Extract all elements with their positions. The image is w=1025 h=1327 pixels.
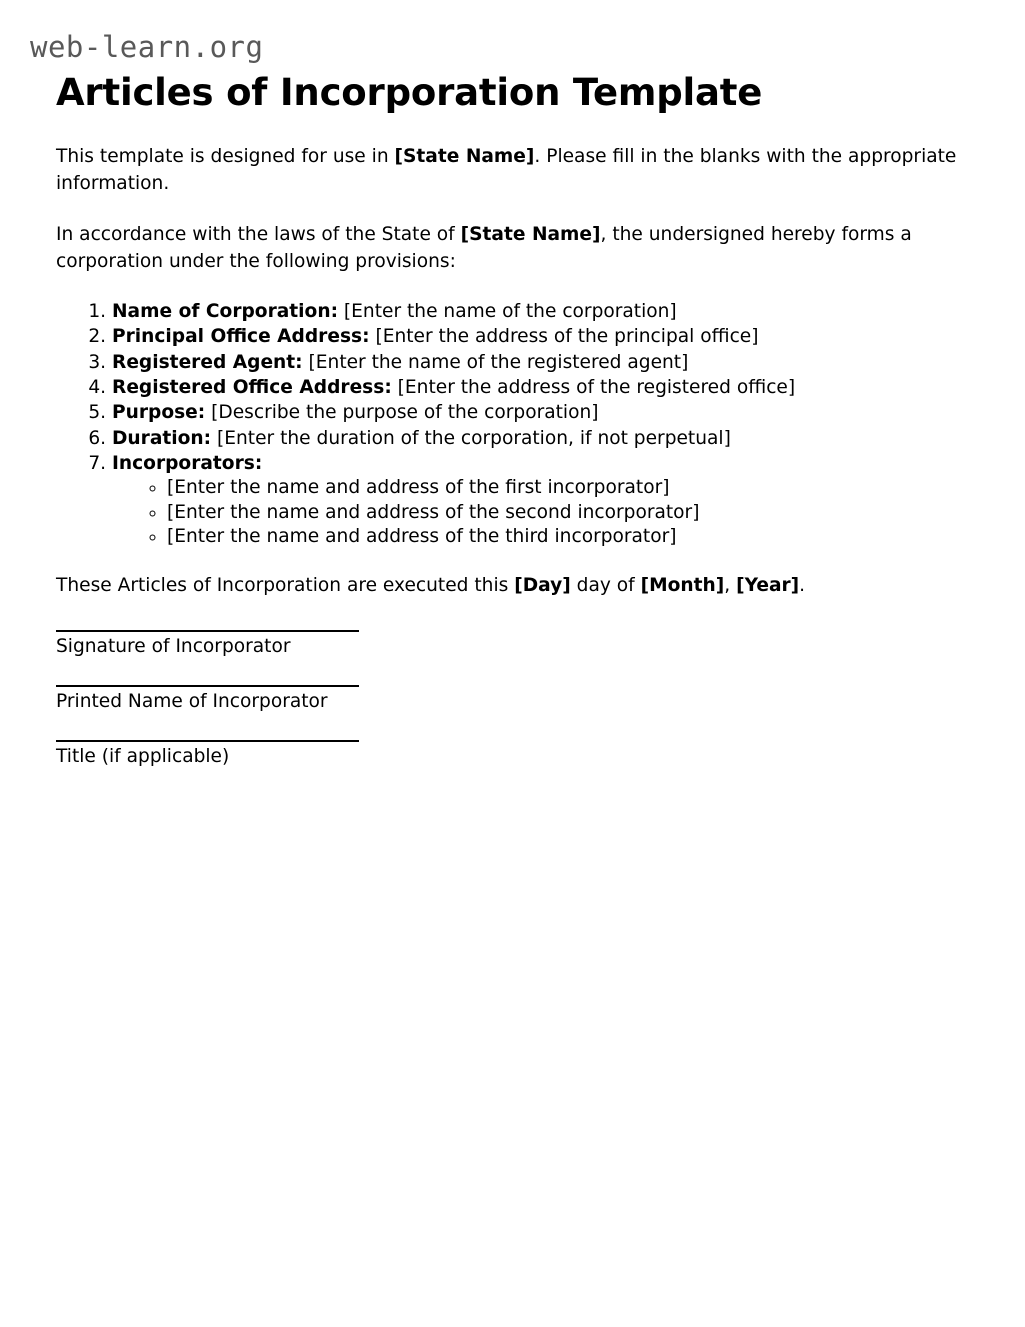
list-item	[112, 427, 968, 451]
provision-label: Registered Agent:	[112, 351, 303, 373]
list-item	[112, 452, 968, 549]
execution-day-placeholder: [Day]	[514, 575, 571, 597]
execution-paragraph	[56, 573, 968, 600]
provision-label: Name of Corporation:	[112, 300, 339, 322]
signature-caption: Title (if applicable)	[56, 746, 230, 768]
execution-text-3: ,	[724, 575, 737, 597]
provision-label: Principal Office Address:	[112, 326, 370, 348]
site-watermark: web-learn.org	[30, 30, 264, 64]
intro-1-state-placeholder: [State Name]	[394, 146, 535, 167]
signature-line[interactable]	[56, 630, 359, 632]
signature-block	[56, 630, 968, 771]
provision-value: [Enter the name of the registered agent]	[302, 351, 689, 373]
list-item: ◦ [Enter the name and address of the second incorporator]	[167, 501, 968, 525]
execution-text-4: .	[799, 575, 806, 597]
execution-text-2: day of	[570, 575, 641, 597]
provision-value: [Enter the address of the registered office]	[391, 376, 796, 398]
incorporators-list	[112, 476, 968, 549]
list-item: ◦ [Enter the name and address of the third incorporator]	[167, 525, 968, 549]
list-item	[112, 351, 968, 375]
signature-caption: Signature of Incorporator	[56, 636, 291, 658]
signature-field-signature	[56, 630, 968, 661]
list-item	[112, 300, 968, 324]
document-body	[56, 144, 968, 771]
provisions-list	[56, 300, 968, 549]
execution-year-placeholder: [Year]	[736, 575, 800, 597]
provision-label: Incorporators:	[112, 452, 263, 474]
provision-value: [Describe the purpose of the corporation]	[205, 402, 599, 424]
intro-2-text-before: In accordance with the laws of the State of	[56, 223, 461, 245]
intro-1-text-after: . Please fill in the blanks with the appropriate information.	[56, 146, 957, 194]
list-item	[112, 376, 968, 400]
list-item	[112, 401, 968, 425]
intro-2-state-placeholder: [State Name]	[460, 223, 601, 245]
provision-value: [Enter the address of the principal office]	[369, 326, 759, 348]
signature-field-title	[56, 740, 968, 771]
signature-line[interactable]	[56, 740, 359, 742]
signature-caption: Printed Name of Incorporator	[56, 691, 328, 713]
signature-field-printed-name	[56, 685, 968, 716]
intro-1-text-before: This template is designed for use in	[56, 146, 395, 167]
intro-2-text-after: , the undersigned hereby forms a corporation under the following provisions:	[56, 223, 912, 272]
execution-text-1: These Articles of Incorporation are executed this	[56, 575, 515, 597]
list-item	[112, 325, 968, 349]
provision-label: Purpose:	[112, 402, 206, 424]
signature-line[interactable]	[56, 685, 359, 687]
provision-label: Registered Office Address:	[112, 376, 392, 398]
list-item: ◦ [Enter the name and address of the first incorporator]	[167, 476, 968, 500]
intro-paragraph-2	[56, 222, 968, 276]
execution-month-placeholder: [Month]	[640, 575, 725, 597]
provision-value: [Enter the duration of the corporation, if not perpetual]	[211, 427, 731, 449]
intro-paragraph-1	[56, 144, 968, 198]
page-title: Articles of Incorporation Template	[56, 71, 763, 114]
provision-label: Duration:	[112, 427, 212, 449]
provision-value: [Enter the name of the corporation]	[338, 300, 677, 322]
